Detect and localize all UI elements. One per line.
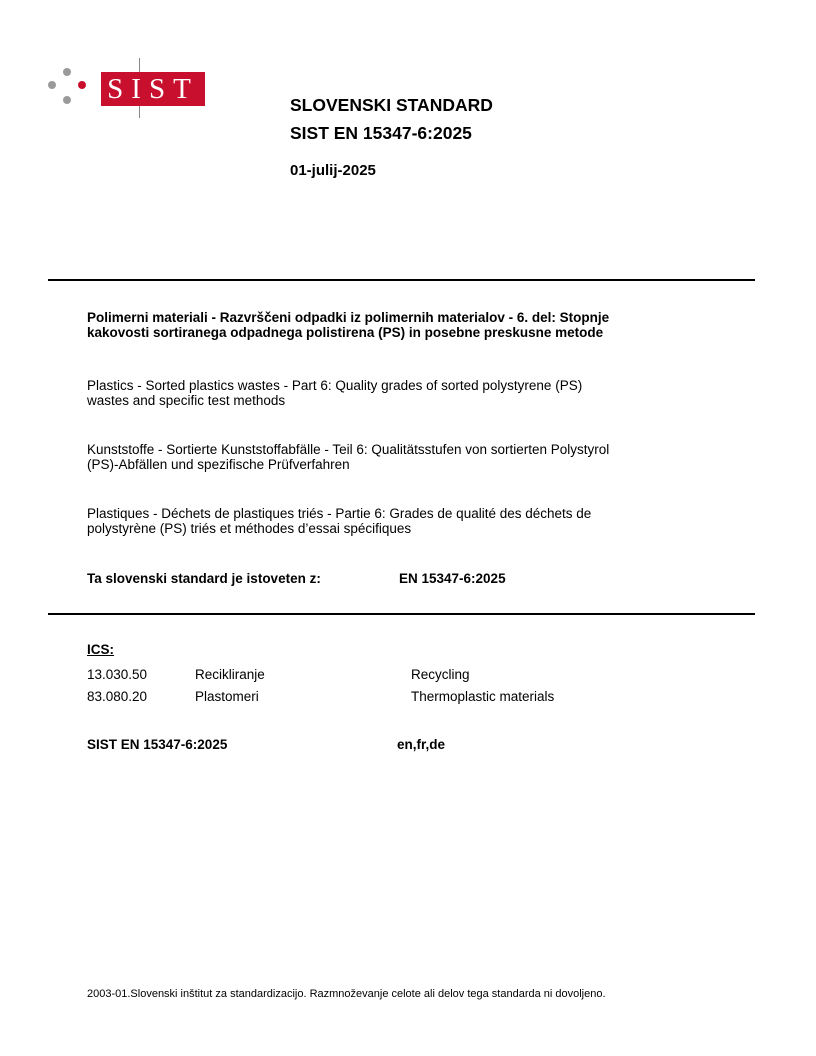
publication-date: 01-julij-2025 [290,162,376,179]
standard-type: SLOVENSKI STANDARD [290,95,493,115]
identical-label: Ta slovenski standard je istoveten z: [87,571,321,586]
logo-dot [63,68,71,76]
title-fr-line: Plastiques - Déchets de plastiques triés - Partie 6: Grades de qualité des déchets de [87,506,592,521]
title-fr [87,506,591,536]
ics-code: 13.030.50 [87,667,148,682]
title-en [87,378,582,408]
title-en-line: Plastics - Sorted plastics wastes - Part 6: Quality grades of sorted polystyrene (PS) [87,378,583,393]
logo-dot [78,81,86,89]
title-de-line: Kunststoffe - Sortierte Kunststoffabfälle - Teil 6: Qualitätsstufen von sortierten Polystyrol [87,442,610,457]
footer-languages: en,fr,de [397,737,446,752]
logo-dot [63,96,71,104]
title-sl-line: Polimerni materiali - Razvrščeni odpadki iz polimernih materialov - 6. del: Stopnje [87,310,610,325]
ics-en: Recycling [411,667,470,682]
ics-en: Thermoplastic materials [411,689,555,704]
top-rule [48,279,755,281]
standard-code: SIST EN 15347-6:2025 [290,123,472,143]
bottom-rule [48,613,755,615]
footer-code: SIST EN 15347-6:2025 [87,737,228,752]
identical-value: EN 15347-6:2025 [399,571,506,586]
copyright-notice: 2003-01.Slovenski inštitut za standardizacijo. Razmnoževanje celote ali delov tega standarda ni dovoljeno. [87,988,606,1000]
ics-heading: ICS: [87,642,114,657]
logo-wordmark: SIST [101,72,205,106]
title-de [87,442,609,472]
logo-dot [48,81,56,89]
title-fr-line: polystyrène (PS) triés et méthodes d’essai spécifiques [87,521,412,536]
ics-sl: Plastomeri [195,689,259,704]
ics-sl: Recikliranje [195,667,265,682]
title-sl-line: kakovosti sortiranega odpadnega polistirena (PS) in posebne preskusne metode [87,325,604,340]
title-de-line: (PS)-Abfällen und spezifische Prüfverfahren [87,457,350,472]
title-sl [87,310,609,340]
ics-code: 83.080.20 [87,689,148,704]
title-en-line: wastes and specific test methods [87,393,286,408]
